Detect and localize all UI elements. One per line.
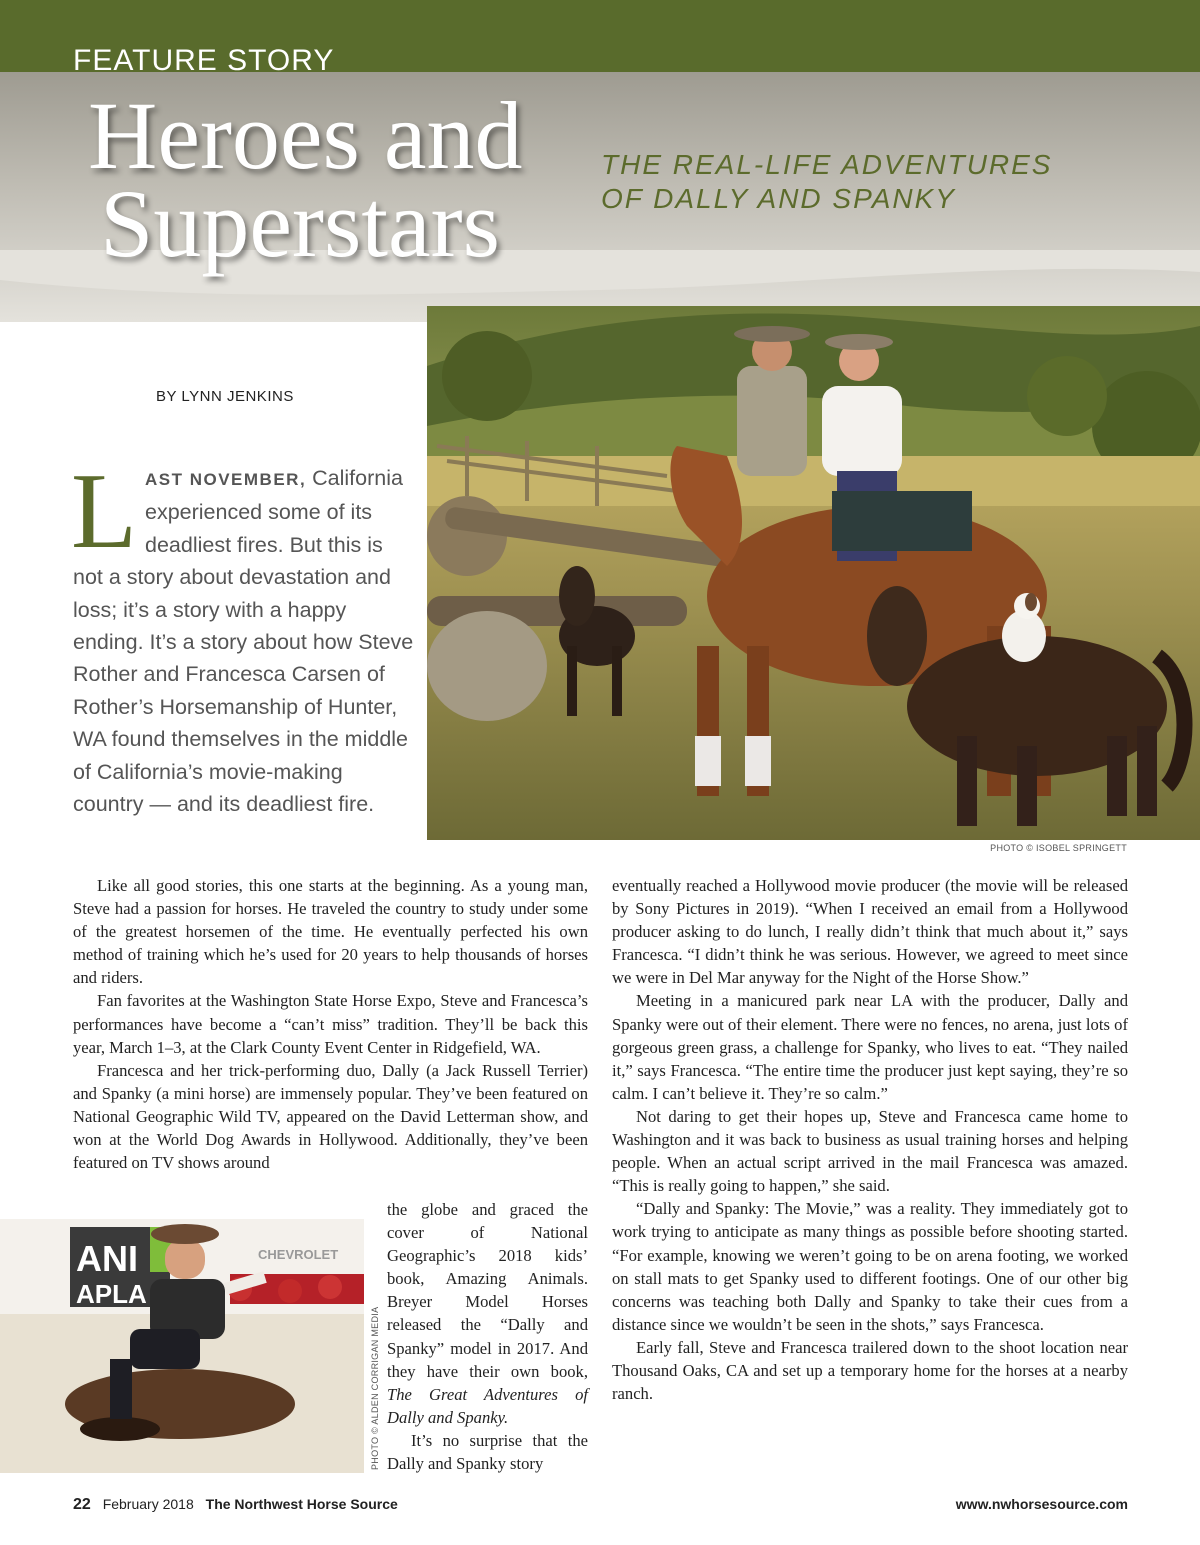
website-url: www.nwhorsesource.com [955,1496,1128,1512]
body-column-1-continued [387,1198,588,1475]
col1b-text: the globe and graced the cover of National Geographic’s 2018 kids’ book, Amazing Animals. Breyer Model Horses released the “Dally and Spanky” model in 2017. And they have their own book, [387,1200,588,1381]
lede-paragraph [71,452,418,820]
page-number: 22 [73,1496,91,1513]
body-paragraph: Fan favorites at the Washington State Horse Expo, Steve and Francesca’s performances have become a “can’t miss” tradition. They’ll be back this year, March 1–3, at the Clark County Event Center in Ridgefield, WA. [73,991,588,1057]
main-photo [427,306,1200,840]
body-paragraph: It’s no surprise that the Dally and Spanky story [387,1430,588,1474]
subtitle-line-2: OF DALLY AND SPANKY [601,183,956,214]
article-title [88,82,523,277]
inset-sign-text-2: APLA [76,1279,147,1309]
title-line-2: Superstars [100,170,500,277]
body-paragraph: Early fall, Steve and Francesca trailered down to the shoot location near Thousand Oaks, CA and set up a temporary home for the horses at a nearby ranch. [612,1337,1128,1404]
drop-cap: L [71,452,137,571]
page-footer [73,1496,1128,1518]
body-paragraph: Not daring to get their hopes up, Steve and Francesca came home to Washington and it was back to business as usual training horses and helping people. When an actual script arrived in the mail Francesca was amazed. “This is really going to happen,” she said. [612,1106,1128,1196]
body-paragraph: Francesca and her trick-performing duo, Dally (a Jack Russell Terrier) and Spanky (a mini horse) are immensely popular. They’ve been featured on National Geographic Wild TV, appeared on the David Letterman show, and won at the World Dog Awards in Hollywood. Additionally, they’ve been featured on TV shows around [73,1060,588,1173]
subtitle-line-1: THE REAL-LIFE ADVENTURES [601,149,1053,180]
main-photo-credit: PHOTO © ISOBEL SPRINGETT [990,843,1127,853]
byline: BY LYNN JENKINS [156,388,294,405]
lede-lead-in: AST NOVEMBER, [144,470,307,489]
section-kicker: FEATURE STORY [73,44,335,77]
body-paragraph: “Dally and Spanky: The Movie,” was a reality. They immediately got to work trying to anticipate as many things as possible before shooting started. “For example, knowing we weren’t going to be on arena footing, we worked on stall mats to get Spanky used to different footings. One of our other big concerns was teaching both Dally and Spanky to take their cues from a distance since we wouldn’t be seen in the shots,” says Francesca. [612,1199,1128,1334]
title-line-1: Heroes and [88,82,523,189]
body-paragraph: Like all good stories, this one starts at the beginning. As a young man, Steve had a passion for horses. He traveled the country to study under some of the greatest horsemen of the time. He eventually perfected his own method of training which he’s used for 20 years to help thousands of horses and riders. [73,876,588,988]
magazine-name: The Northwest Horse Source [205,1496,398,1512]
inset-sign-text-3: CHEVROLET [258,1247,339,1262]
book-title: The Great Adventures of Dally and Spanky. [387,1384,588,1427]
body-column-1 [73,874,588,1174]
body-paragraph: Meeting in a manicured park near LA with the producer, Dally and Spanky were out of their element. There were no fences, no arena, just lots of gorgeous green grass, a challenge for Spanky, who lives to eat. “They nailed it,” says Francesca. “The entire time the producer just kept saying, they’re so calm. I can’t believe it. They’re so calm.” [612,991,1128,1103]
inset-sign-text-1: ANI [76,1238,138,1279]
body-column-2 [612,874,1128,1405]
inset-photo-credit: PHOTO © ALDEN CORRIGAN MEDIA [370,1306,380,1470]
lede-text: California experienced some of its deadliest fires. But this is not a story about devastation and loss; it’s a story with a happy ending. It’s a story about how Steve Rother and Francesca Carsen of Rother’s Horsemanship of Hunter, WA found themselves in the middle of California’s movie-making country — and its deadliest fire. [73,466,414,817]
body-paragraph [387,1198,588,1429]
inset-photo [0,1219,364,1473]
article-subtitle [601,148,1052,216]
body-paragraph: eventually reached a Hollywood movie producer (the movie will be released by Sony Pictures in 2019). “When I received an email from a Hollywood producer asking to do lunch, I really didn’t think that much about it,” says Francesca. “I didn’t think he was serious. However, we agreed to meet since we were in Del Mar anyway for the Night of the Horse Show.” [612,876,1128,988]
issue-date: February 2018 [102,1496,194,1512]
